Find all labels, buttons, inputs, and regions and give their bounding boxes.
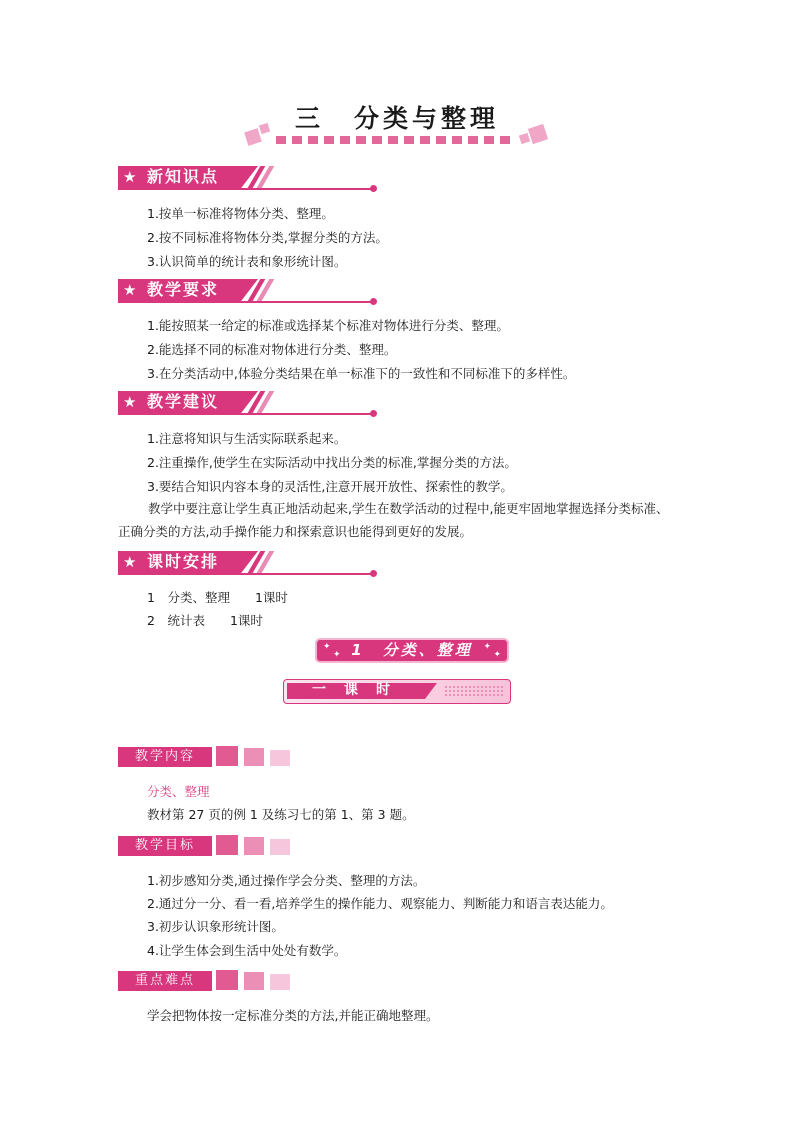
list-item: 2.通过分一分、看一看,培养学生的操作能力、观察能力、判断能力和语言表达能力。 xyxy=(147,896,613,911)
content-text: 教材第 27 页的例 1 及练习七的第 1、第 3 题。 xyxy=(147,807,415,822)
sparkle-icon: ✦ xyxy=(493,650,501,660)
list-item: 3.初步认识象形统计图。 xyxy=(147,919,284,934)
list-item: 2.注重操作,使学生在实际活动中找出分类的标准,掌握分类的方法。 xyxy=(147,455,517,470)
section-header-requirements: ★ 教学要求 xyxy=(118,279,380,303)
lesson-title: 分类、整理 xyxy=(382,641,473,659)
lesson-banner xyxy=(315,638,509,663)
lesson-period: 一课时 xyxy=(312,682,408,698)
section-header-suggestions: ★ 教学建议 xyxy=(118,391,380,415)
list-item: 3.在分类活动中,体验分类结果在单一标准下的一致性和不同标准下的多样性。 xyxy=(147,366,576,381)
title-decoration xyxy=(240,126,550,150)
lesson-period-banner xyxy=(283,679,511,704)
sparkle-icon: ✦ xyxy=(333,650,341,660)
sparkle-icon: ✦ xyxy=(323,642,331,652)
star-icon: ★ xyxy=(123,553,137,571)
list-item: 2.按不同标准将物体分类,掌握分类的方法。 xyxy=(147,230,388,245)
list-item: 3.认识简单的统计表和象形统计图。 xyxy=(147,254,347,269)
list-item: 1.能按照某一给定的标准或选择某个标准对物体进行分类、整理。 xyxy=(147,318,509,333)
star-icon: ★ xyxy=(123,168,137,186)
list-item: 4.让学生体会到生活中处处有数学。 xyxy=(147,943,347,958)
chapter-title: 分类与整理 xyxy=(354,104,500,133)
list-item: 1.初步感知分类,通过操作学会分类、整理的方法。 xyxy=(147,873,426,888)
star-icon: ★ xyxy=(123,281,137,299)
sparkle-icon: ✦ xyxy=(483,642,491,652)
paragraph: 教学中要注意让学生真正地活动起来,学生在数学活动的过程中,能更牢固地掌握选择分类标准、正确分类的方法,动手操作能力和探索意识也能得到更好的发展。 xyxy=(118,501,669,539)
list-item: 1.注意将知识与生活实际联系起来。 xyxy=(147,431,347,446)
key-points-text: 学会把物体按一定标准分类的方法,并能正确地整理。 xyxy=(147,1008,439,1023)
section-header-new-points: ★ 新知识点 xyxy=(118,166,380,190)
section-header-schedule: ★ 课时安排 xyxy=(118,551,380,575)
list-item: 2 统计表 1课时 xyxy=(147,613,263,628)
lesson-number: 1 xyxy=(351,641,365,659)
list-item: 1 分类、整理 1课时 xyxy=(147,590,288,605)
list-item: 1.按单一标准将物体分类、整理。 xyxy=(147,206,334,221)
star-icon: ★ xyxy=(123,393,137,411)
list-item: 3.要结合知识内容本身的灵活性,注意开展开放性、探索性的教学。 xyxy=(147,479,513,494)
content-topic: 分类、整理 xyxy=(147,784,210,799)
list-item: 2.能选择不同的标准对物体进行分类、整理。 xyxy=(147,342,397,357)
chapter-number: 三 xyxy=(294,104,324,133)
